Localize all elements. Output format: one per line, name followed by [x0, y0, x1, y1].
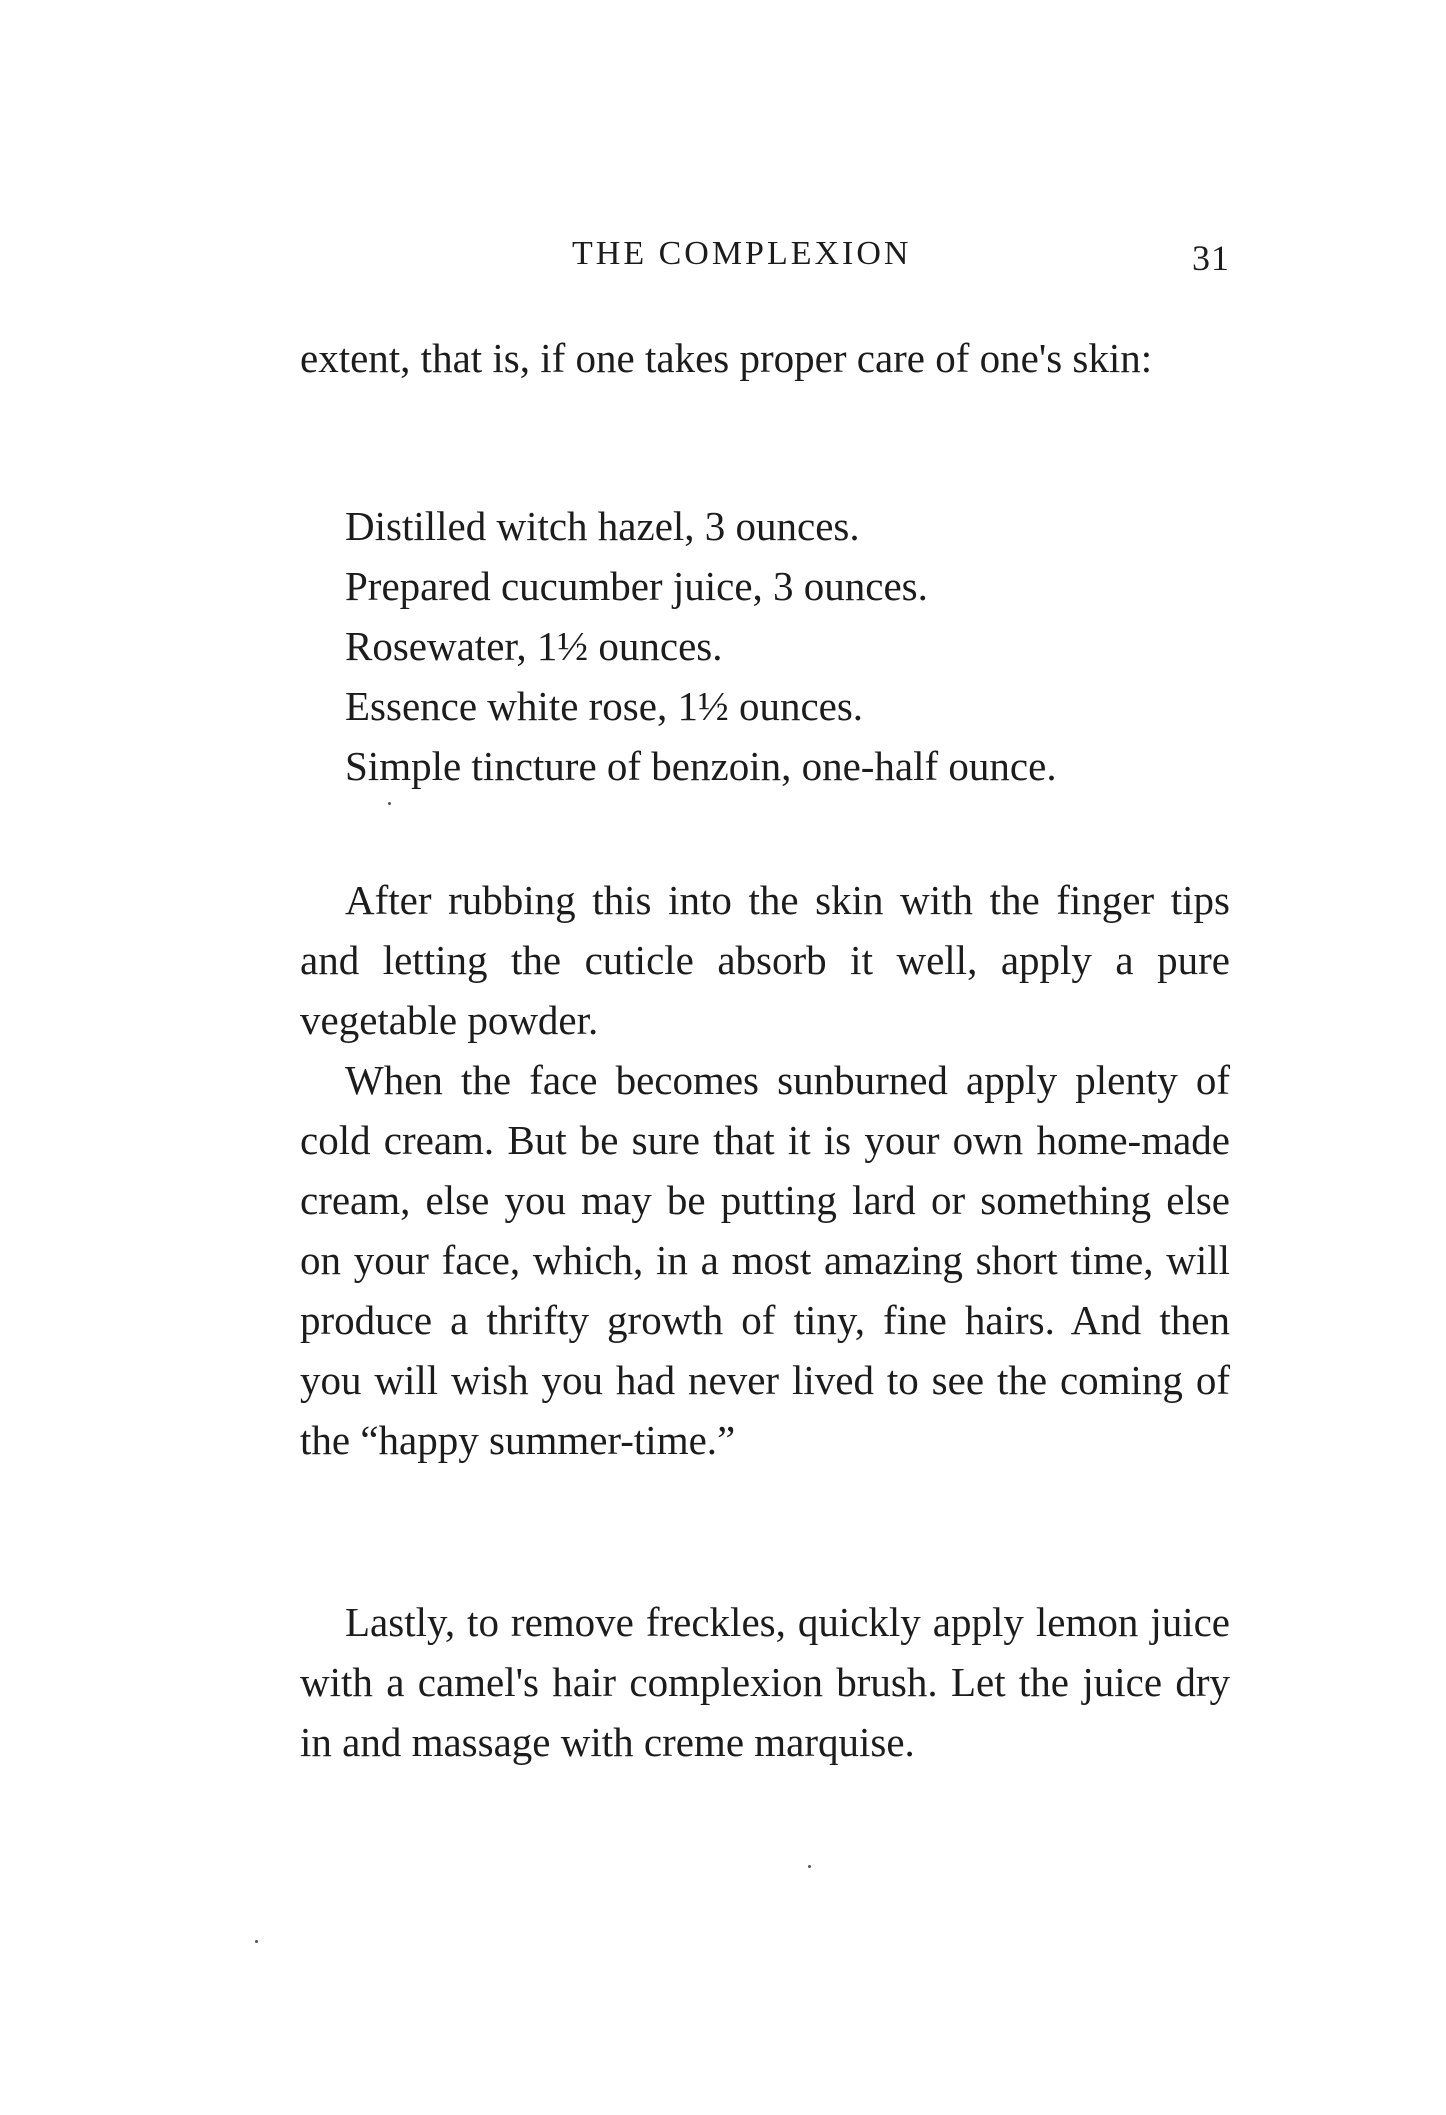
paragraph-application: After rubbing this into the skin with the finger tips and letting the cuticle absorb it well, apply a pure vegetable powder.	[300, 877, 1230, 1043]
print-speck	[255, 1940, 258, 1943]
recipe-item: Prepared cucumber juice, 3 ounces.	[345, 563, 928, 609]
print-speck	[388, 802, 391, 805]
recipe-item: Rosewater, 1½ ounces.	[345, 623, 723, 669]
recipe-item: Essence white rose, 1½ ounces.	[345, 683, 864, 729]
paragraph-sunburn: When the face becomes sunburned apply plenty of cold cream. But be sure that it is your own home-made cream, else you may be putting lard or something else on your face, which, in a most amazing short time, will produce a thrifty growth of tiny, fine hairs. And then you will wish you had never lived to see the coming of the “happy summer-time.”	[300, 1057, 1230, 1463]
running-head	[300, 235, 1230, 285]
paragraph-freckles: Lastly, to remove freckles, quickly apply lemon juice with a camel's hair complexion brush. Let the juice dry in and massage with creme marquise.	[300, 1599, 1230, 1765]
recipe-item: Distilled witch hazel, 3 ounces.	[345, 503, 860, 549]
recipe-list	[345, 496, 1230, 796]
print-speck	[808, 1865, 811, 1868]
running-title: THE COMPLEXION	[572, 235, 912, 272]
page-number: 31	[1192, 238, 1230, 278]
recipe-item: Simple tincture of benzoin, one-half ounce.	[345, 743, 1057, 789]
paragraph-intro: extent, that is, if one takes proper care of one's skin:	[300, 335, 1153, 381]
